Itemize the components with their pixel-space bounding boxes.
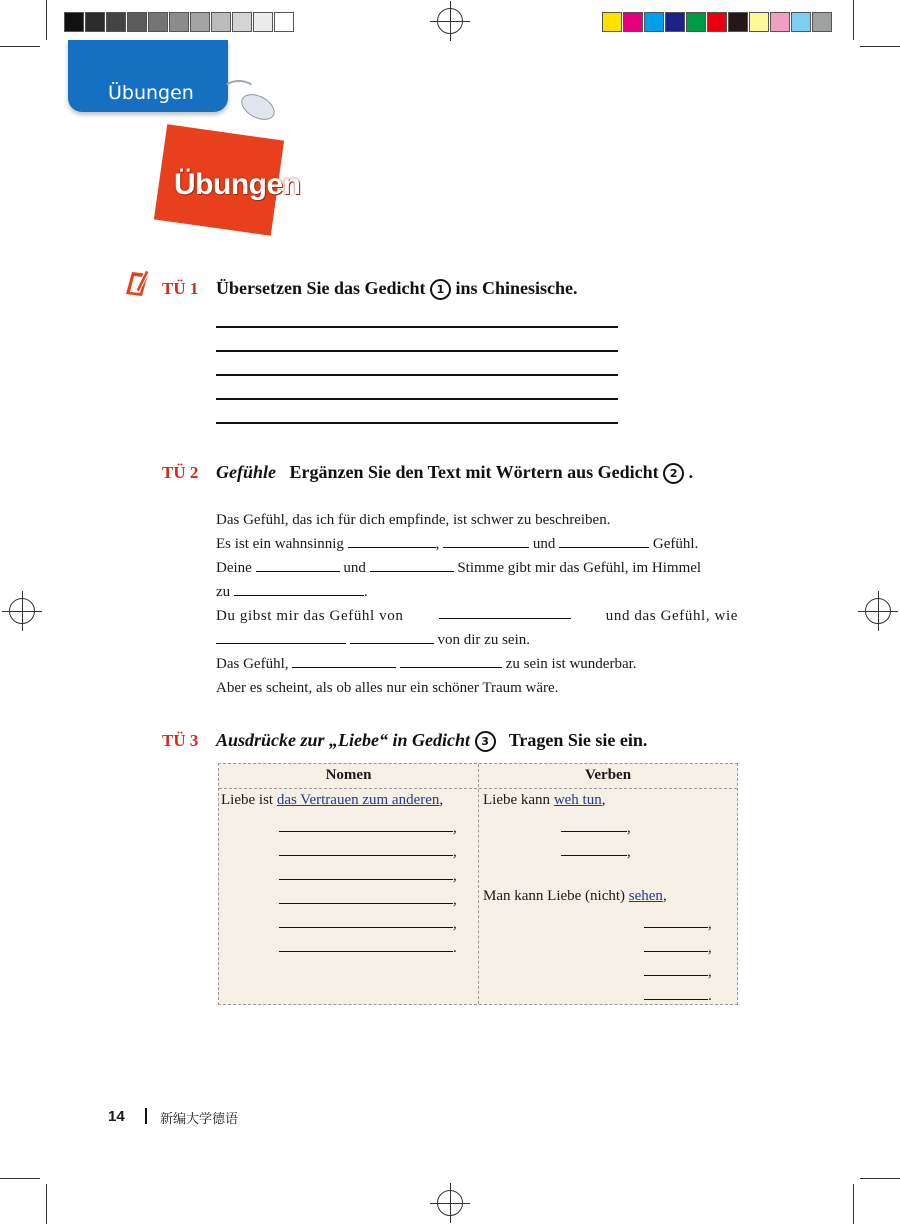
table-divider (478, 764, 479, 1004)
pencil-note-icon (122, 268, 152, 298)
blank[interactable] (216, 629, 346, 644)
text-line: Das Gefühl, zu sein ist wunderbar. (216, 652, 738, 676)
crop-mark (860, 1178, 900, 1179)
blank[interactable] (279, 865, 453, 880)
text-line: Das Gefühl, das ich für dich empfinde, ist schwer zu beschreiben. (216, 512, 611, 528)
gray-swatch (85, 12, 105, 32)
color-calibration-bar (602, 12, 833, 32)
crop-mark (0, 46, 40, 47)
book-title: 新编大学德语 (160, 1112, 239, 1127)
text-line: Es ist ein wahnsinnig , und Gefühl. (216, 532, 738, 556)
example-answer: weh tun (553, 792, 602, 808)
section-tab-label: Übungen (108, 82, 194, 104)
color-swatch (791, 12, 811, 32)
exercise-title: Gefühle Ergänzen Sie den Text mit Wörtern aus Gedicht 2 . (216, 462, 694, 482)
color-swatch (770, 12, 790, 32)
blank[interactable] (644, 961, 708, 976)
table-row: , (644, 961, 712, 981)
exercise-number: TÜ 2 (162, 463, 199, 482)
blank[interactable] (644, 985, 708, 1000)
gray-swatch (64, 12, 84, 32)
circled-number: 2 (663, 463, 684, 484)
gray-swatch (127, 12, 147, 32)
color-swatch (686, 12, 706, 32)
column-header-nomen: Nomen (325, 767, 372, 783)
color-swatch (644, 12, 664, 32)
blank[interactable] (279, 913, 453, 928)
text-line: von dir zu sein. (216, 628, 738, 652)
text-line: Du gibst mir das Gefühl von und das Gefühl, wie (216, 604, 738, 628)
exercise-title: Ausdrücke zur „Liebe“ in Gedicht 3 Tragen Sie sie ein. (216, 730, 648, 750)
circled-number: 3 (475, 731, 496, 752)
blank[interactable] (256, 557, 340, 572)
color-swatch (749, 12, 769, 32)
table-row: , (279, 865, 457, 885)
gray-swatch (106, 12, 126, 32)
crop-mark (46, 0, 47, 40)
crop-mark (0, 1178, 40, 1179)
table-cell: Liebe ist das Vertrauen zum anderen, (221, 792, 444, 808)
text-line: Deine und Stimme gibt mir das Gefühl, im Himmel (216, 556, 738, 580)
blank[interactable] (279, 889, 453, 904)
exercise-title: Übersetzen Sie das Gedicht 1 ins Chinesische. (216, 278, 578, 298)
blank[interactable] (350, 629, 434, 644)
gray-swatch (148, 12, 168, 32)
answer-line[interactable] (216, 398, 618, 400)
color-swatch (602, 12, 622, 32)
crop-mark (853, 0, 854, 40)
table-row: , (561, 841, 631, 861)
column-header-verben: Verben (584, 767, 632, 783)
blank[interactable] (559, 533, 649, 548)
table-row: , (644, 937, 712, 957)
answer-line[interactable] (216, 422, 618, 424)
blank[interactable] (292, 653, 396, 668)
blank[interactable] (400, 653, 502, 668)
table-row: , (279, 889, 457, 909)
exercise-number: TÜ 3 (162, 731, 199, 750)
crop-mark (860, 46, 900, 47)
table-row: , (561, 817, 631, 837)
color-swatch (728, 12, 748, 32)
blank[interactable] (234, 581, 364, 596)
example-answer: sehen (628, 888, 663, 904)
grayscale-calibration-bar (64, 12, 295, 32)
blank[interactable] (561, 841, 627, 856)
gray-swatch (190, 12, 210, 32)
blank[interactable] (370, 557, 454, 572)
blank[interactable] (561, 817, 627, 832)
blank[interactable] (348, 533, 436, 548)
blank[interactable] (644, 913, 708, 928)
expressions-table (218, 763, 738, 1005)
exercise-number: TÜ 1 (162, 279, 199, 298)
gap-text (216, 508, 738, 700)
text-line: Aber es scheint, als ob alles nur ein schöner Traum wäre. (216, 680, 559, 696)
blank[interactable] (439, 604, 571, 619)
color-swatch (812, 12, 832, 32)
answer-line[interactable] (216, 350, 618, 352)
blank[interactable] (443, 533, 529, 548)
color-swatch (707, 12, 727, 32)
footer-divider (145, 1108, 147, 1124)
crop-mark (46, 1184, 47, 1224)
table-row: , (644, 913, 712, 933)
crop-mark (853, 1184, 854, 1224)
color-swatch (623, 12, 643, 32)
blank[interactable] (279, 937, 453, 952)
gray-swatch (211, 12, 231, 32)
gray-swatch (232, 12, 252, 32)
table-cell: Man kann Liebe (nicht) sehen, (483, 888, 667, 904)
gray-swatch (253, 12, 273, 32)
blank[interactable] (279, 817, 453, 832)
table-row: . (644, 985, 712, 1005)
text-line: zu . (216, 580, 738, 604)
banner-title: Übungen (174, 168, 301, 201)
color-swatch (665, 12, 685, 32)
gray-swatch (169, 12, 189, 32)
table-row: , (279, 913, 457, 933)
example-answer: das Vertrauen zum anderen (276, 792, 440, 808)
table-row: , (279, 817, 457, 837)
registration-mark-right (865, 598, 891, 624)
table-divider (219, 788, 737, 789)
table-row: . (279, 937, 457, 957)
table-row: , (279, 841, 457, 861)
blank[interactable] (644, 937, 708, 952)
registration-mark-left (9, 598, 35, 624)
registration-mark-bottom (437, 1190, 463, 1216)
page-number: 14 (108, 1108, 125, 1125)
blank[interactable] (279, 841, 453, 856)
registration-mark-top (437, 8, 463, 34)
gray-swatch (274, 12, 294, 32)
answer-line[interactable] (216, 374, 618, 376)
table-cell: Liebe kann weh tun, (483, 792, 606, 808)
answer-line[interactable] (216, 326, 618, 328)
circled-number: 1 (430, 279, 451, 300)
